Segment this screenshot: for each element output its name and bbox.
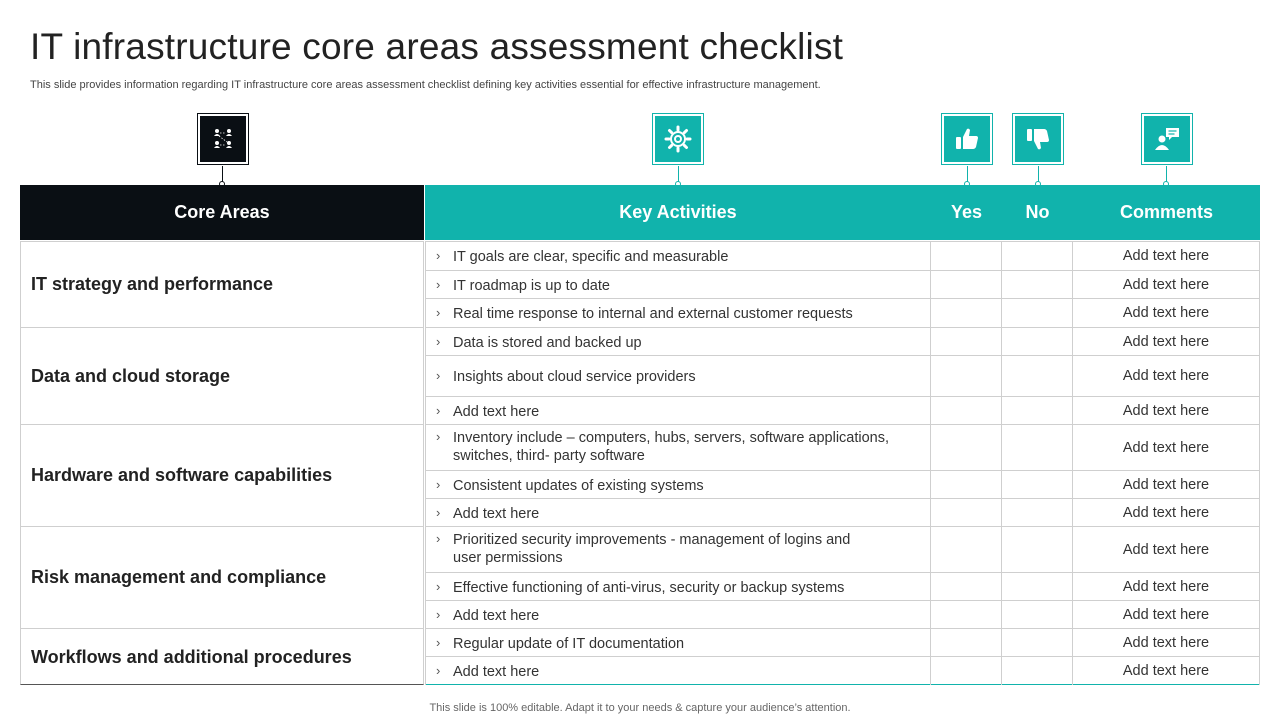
chevron-right-icon: › — [436, 334, 441, 349]
comment-cell[interactable]: Add text here — [1073, 573, 1260, 600]
chevron-right-icon: › — [436, 505, 441, 520]
chevron-right-icon: › — [436, 477, 441, 492]
header-no: No — [1025, 202, 1050, 222]
page-subtitle: This slide provides information regarding IT infrastructure core areas assessment checklist defining key activities essential for effective infrastructure management. — [30, 79, 821, 91]
yes-cell[interactable] — [931, 573, 1002, 600]
activity-cell: › Add text here — [425, 499, 931, 526]
chevron-right-icon: › — [436, 663, 441, 678]
chevron-right-icon: › — [436, 248, 441, 263]
table-row — [425, 470, 1260, 498]
person-chat-icon — [1142, 114, 1192, 164]
area-cell: Hardware and software capabilities — [21, 424, 423, 526]
comment-cell[interactable]: Add text here — [1073, 397, 1260, 424]
comment-cell[interactable]: Add text here — [1073, 328, 1260, 355]
yes-cell[interactable] — [931, 527, 1002, 572]
chevron-right-icon: › — [436, 368, 441, 383]
comment-cell[interactable]: Add text here — [1073, 425, 1260, 470]
activity-cell: › IT roadmap is up to date — [425, 271, 931, 298]
header-comments: Comments — [1119, 202, 1213, 222]
yes-cell[interactable] — [931, 471, 1002, 498]
yes-cell[interactable] — [931, 328, 1002, 355]
comment-cell[interactable]: Add text here — [1073, 601, 1260, 628]
no-cell[interactable] — [1002, 425, 1073, 470]
activity-cell: › Inventory include – computers, hubs, servers, software applications, switches, third- party software — [425, 425, 931, 470]
gear-cog-icon — [653, 114, 703, 164]
comment-cell[interactable]: Add text here — [1073, 242, 1260, 270]
header-yes: Yes — [950, 202, 983, 222]
network-people-icon — [198, 114, 248, 164]
no-cell[interactable] — [1002, 397, 1073, 424]
table-row — [425, 241, 1260, 270]
activity-cell: › Effective functioning of anti-virus, security or backup systems — [425, 573, 931, 600]
yes-cell[interactable] — [931, 397, 1002, 424]
header-row — [425, 185, 1260, 240]
yes-cell[interactable] — [931, 629, 1002, 656]
table-row — [425, 572, 1260, 600]
yes-cell[interactable] — [931, 499, 1002, 526]
thumbs-up-icon — [942, 114, 992, 164]
yes-cell[interactable] — [931, 242, 1002, 270]
comment-cell[interactable]: Add text here — [1073, 499, 1260, 526]
activity-cell: › Insights about cloud service providers — [425, 356, 931, 396]
footer-note: This slide is 100% editable. Adapt it to your needs & capture your audience’s attention. — [429, 702, 851, 714]
activity-cell: › Real time response to internal and external customer requests — [425, 299, 931, 327]
page-title: IT infrastructure core areas assessment checklist — [30, 26, 844, 67]
area-cell: Workflows and additional procedures — [21, 628, 423, 685]
area-cell: IT strategy and performance — [21, 241, 423, 327]
chevron-right-icon: › — [436, 403, 441, 418]
table-row — [425, 396, 1260, 424]
activity-cell: › Add text here — [425, 601, 931, 628]
table-row — [425, 600, 1260, 628]
yes-cell[interactable] — [931, 271, 1002, 298]
activity-cell: › Regular update of IT documentation — [425, 629, 931, 656]
no-cell[interactable] — [1002, 629, 1073, 656]
no-cell[interactable] — [1002, 657, 1073, 685]
chevron-right-icon: › — [436, 607, 441, 622]
area-cell: Risk management and compliance — [21, 526, 423, 628]
comment-cell[interactable]: Add text here — [1073, 299, 1260, 327]
table-row — [425, 526, 1260, 572]
activity-cell: › Data is stored and backed up — [425, 328, 931, 355]
chevron-right-icon: › — [436, 277, 441, 292]
activity-cell: › Consistent updates of existing systems — [425, 471, 931, 498]
chevron-right-icon: › — [436, 531, 441, 546]
activities-grid — [425, 241, 1260, 685]
no-cell[interactable] — [1002, 499, 1073, 526]
chevron-right-icon: › — [436, 635, 441, 650]
no-cell[interactable] — [1002, 271, 1073, 298]
yes-cell[interactable] — [931, 657, 1002, 685]
chevron-right-icon: › — [436, 305, 441, 320]
activity-cell: › IT goals are clear, specific and measurable — [425, 242, 931, 270]
no-cell[interactable] — [1002, 527, 1073, 572]
yes-cell[interactable] — [931, 356, 1002, 396]
no-cell[interactable] — [1002, 471, 1073, 498]
area-cell: Data and cloud storage — [21, 327, 423, 424]
no-cell[interactable] — [1002, 242, 1073, 270]
activity-cell: › Prioritized security improvements - management of logins and user permissions — [425, 527, 931, 572]
no-cell[interactable] — [1002, 299, 1073, 327]
comment-cell[interactable]: Add text here — [1073, 471, 1260, 498]
no-cell[interactable] — [1002, 356, 1073, 396]
comment-cell[interactable]: Add text here — [1073, 356, 1260, 396]
table-row — [425, 355, 1260, 396]
activity-cell: › Add text here — [425, 397, 931, 424]
activity-cell: › Add text here — [425, 657, 931, 685]
comment-cell[interactable]: Add text here — [1073, 527, 1260, 572]
chevron-right-icon: › — [436, 429, 441, 444]
no-cell[interactable] — [1002, 328, 1073, 355]
thumbs-down-icon — [1013, 114, 1063, 164]
yes-cell[interactable] — [931, 299, 1002, 327]
core-areas-column — [20, 241, 424, 685]
comment-cell[interactable]: Add text here — [1073, 657, 1260, 685]
yes-cell[interactable] — [931, 601, 1002, 628]
header-core-areas: Core Areas — [20, 185, 424, 240]
comment-cell[interactable]: Add text here — [1073, 629, 1260, 656]
table-row — [425, 298, 1260, 327]
header-key-activities: Key Activities — [619, 202, 737, 222]
table-row — [425, 498, 1260, 526]
no-cell[interactable] — [1002, 573, 1073, 600]
chevron-right-icon: › — [436, 579, 441, 594]
comment-cell[interactable]: Add text here — [1073, 271, 1260, 298]
table-row — [425, 628, 1260, 656]
table-row — [425, 424, 1260, 470]
table-row — [425, 270, 1260, 298]
table-row — [425, 656, 1260, 685]
no-cell[interactable] — [1002, 601, 1073, 628]
table-row — [425, 327, 1260, 355]
yes-cell[interactable] — [931, 425, 1002, 470]
